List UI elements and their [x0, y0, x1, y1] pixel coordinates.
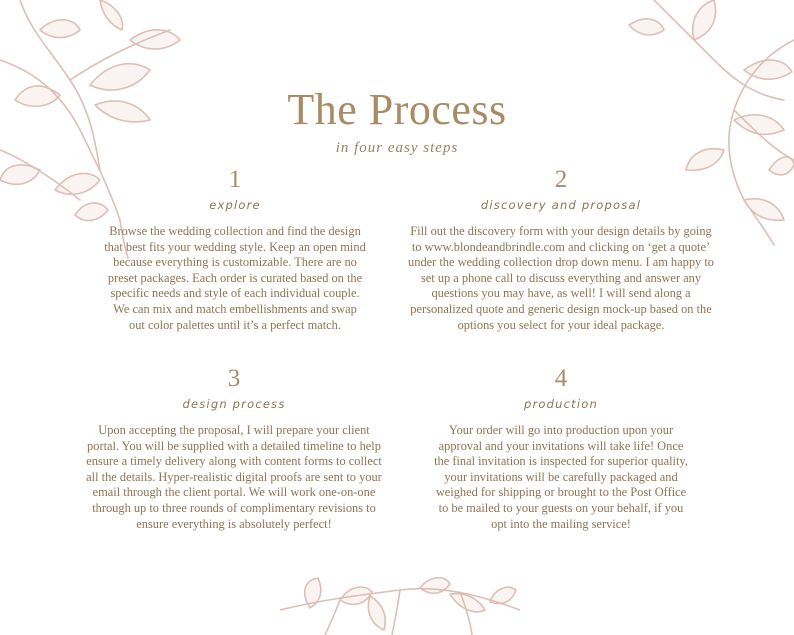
floral-border-bottom — [280, 570, 520, 635]
step-description: Upon accepting the proposal, I will prepare your client portal. You will be supplied with a detailed timeline to help ensure a timely delivery along with content forms to collect all the details. Hyper-realistic digital proofs are sent to your email through the client portal. We will work one-on-one through up to three rounds of complimentary revisions to ensure everything is absolutely perfect! — [86, 423, 382, 531]
step-number: 3 — [227, 365, 241, 392]
step-production — [434, 365, 688, 532]
step-label: design process — [182, 397, 286, 411]
step-description: Browse the wedding collection and find the design that best fits your wedding style. Keep an open mind because everything is customizable. There are no preset packages. Each order is curated based on the specific needs and style of each individual couple. We can mix and match embellishments and swap out color palettes until it’s a perfect match. — [104, 224, 366, 332]
page-title: The Process — [287, 85, 507, 134]
step-label: production — [523, 397, 598, 411]
step-design-process — [86, 365, 382, 532]
step-description: Your order will go into production upon your approval and your invitations will take life! Once the final invitation is inspected for superior quality, your invitations will be carefully packaged and weighed for shipping or brought to the Post Office to be mailed to your guests on your behalf, if you opt into the mailing service! — [434, 423, 688, 531]
step-number: 1 — [228, 166, 242, 193]
step-number: 2 — [554, 166, 568, 193]
step-description: Fill out the discovery form with your design details by going to www.blondeandbrindle.com and clicking on ‘get a quote’ under the wedding collection drop down menu. I am happy to set up a phone call to discuss everything and answer any questions you may have, as well! I will send along a personalized quote and generic design mock-up based on the options you select for your ideal package. — [408, 224, 714, 332]
step-label: explore — [209, 198, 261, 212]
step-discovery-and-proposal — [408, 166, 714, 333]
step-label: discovery and proposal — [480, 198, 642, 212]
step-number: 4 — [554, 365, 568, 392]
step-explore — [104, 166, 366, 333]
page-subtitle: in four easy steps — [335, 140, 459, 156]
